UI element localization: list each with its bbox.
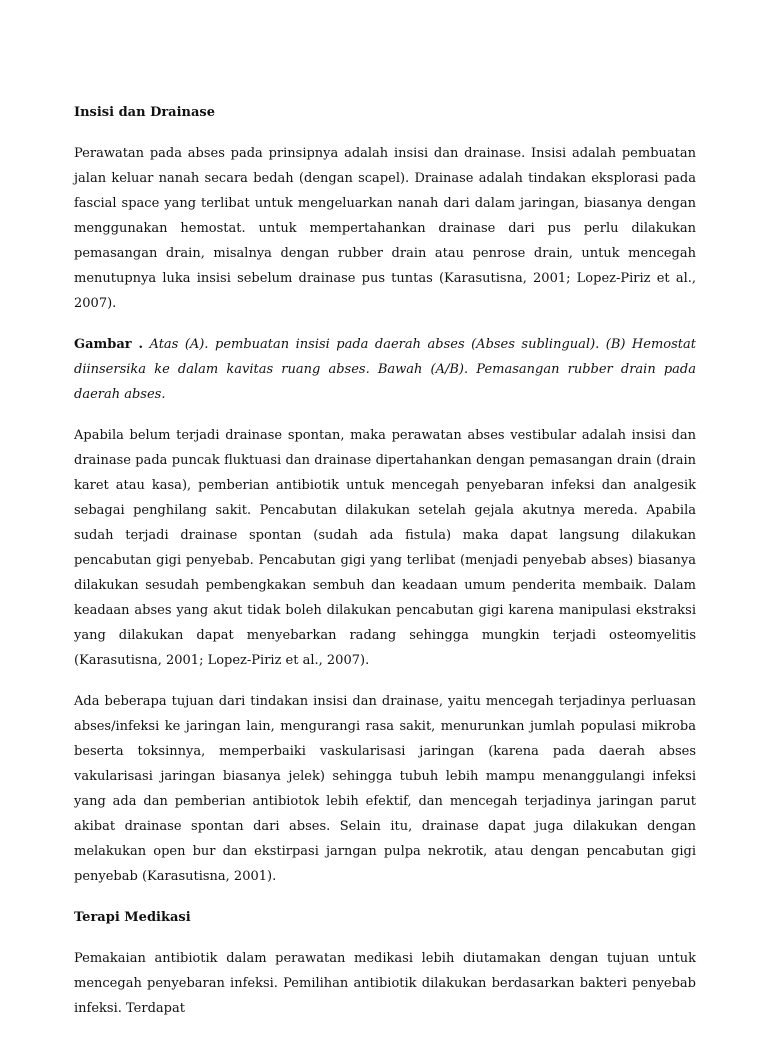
section-heading-terapi-medikasi: Terapi Medikasi — [74, 910, 191, 925]
paragraph-perawatan-abses: Perawatan pada abses pada prinsipnya adalah insisi dan drainase. Insisi adalah pembuatan jalan keluar nanah secara bedah (dengan scapel). Drainase adalah tindakan eksplorasi pada fascial space yang terlibat untuk mengeluarkan nanah dari dalam jaringan, biasanya dengan menggunakan hemostat. untuk mempertahankan drainase dari pus perlu dilakukan pemasangan drain, misalnya dengan rubber drain atau penrose drain, untuk mencegah menutupnya luka insisi sebelum drainase pus tuntas (Karasutisna, 2001; Lopez-Piriz et al., 2007). — [74, 146, 696, 311]
figure-caption — [74, 332, 696, 407]
section-heading-insisi-drainase: Insisi dan Drainase — [74, 105, 216, 120]
document-page — [74, 100, 696, 1037]
figure-caption-text: Atas (A). pembuatan insisi pada daerah abses (Abses sublingual). (B) Hemostat diinsersika ke dalam kavitas ruang abses. Bawah (A/B). Pemasangan rubber drain pada daerah abses. — [74, 337, 696, 402]
paragraph-tujuan-insisi: Ada beberapa tujuan dari tindakan insisi dan drainase, yaitu mencegah terjadinya perluasan abses/infeksi ke jaringan lain, mengurangi rasa sakit, menurunkan jumlah populasi mikroba beserta toksinnya, memperbaiki vaskularisasi jaringan (karena pada daerah abses vakularisasi jaringan biasanya jelek) sehingga tubuh lebih mampu menanggulangi infeksi yang ada dan pemberian antibiotok lebih efektif, dan mencegah terjadinya jaringan parut akibat drainase spontan dari abses. Selain itu, drainase dapat juga dilakukan dengan melakukan open bur dan ekstirpasi jarngan pulpa nekrotik, atau dengan pencabutan gigi penyebab (Karasutisna, 2001). — [74, 694, 696, 884]
paragraph-drainase-spontan: Apabila belum terjadi drainase spontan, maka perawatan abses vestibular adalah insisi dan drainase pada puncak fluktuasi dan drainase dipertahankan dengan pemasangan drain (drain karet atau kasa), pemberian antibiotik untuk mencegah penyebaran infeksi dan analgesik sebagai penghilang sakit. Pencabutan dilakukan setelah gejala akutnya mereda. Apabila sudah terjadi drainase spontan (sudah ada fistula) maka dapat langsung dilakukan pencabutan gigi penyebab. Pencabutan gigi yang terlibat (menjadi penyebab abses) biasanya dilakukan sesudah pembengkakan sembuh dan keadaan umum penderita membaik. Dalam keadaan abses yang akut tidak boleh dilakukan pencabutan gigi karena manipulasi ekstraksi yang dilakukan dapat menyebarkan radang sehingga mungkin terjadi osteomyelitis (Karasutisna, 2001; Lopez-Piriz et al., 2007). — [74, 428, 696, 668]
figure-caption-label: Gambar . — [74, 337, 144, 352]
paragraph-antibiotik: Pemakaian antibiotik dalam perawatan medikasi lebih diutamakan dengan tujuan untuk mencegah penyebaran infeksi. Pemilihan antibiotik dilakukan berdasarkan bakteri penyebab infeksi. Terdapat — [74, 951, 696, 1016]
